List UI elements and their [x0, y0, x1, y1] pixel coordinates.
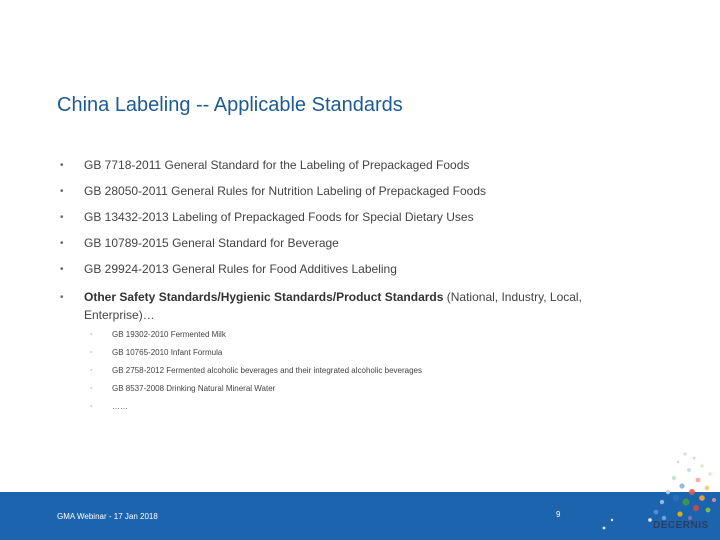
sub-bullet-marker: ◦: [90, 385, 93, 392]
sub-bullet-text: ……: [112, 402, 128, 411]
bullet-item: [60, 262, 620, 288]
bullet-item: [60, 158, 620, 184]
sub-bullet-item: [86, 365, 422, 383]
bullet-marker: •: [60, 238, 64, 249]
sub-bullet-text: GB 10765-2010 Infant Formula: [112, 348, 223, 357]
sub-bullet-item: [86, 383, 422, 401]
bullet-text: GB 7718-2011 General Standard for the Labeling of Prepackaged Foods: [84, 158, 470, 172]
bullet-text: GB 28050-2011 General Rules for Nutrition Labeling of Prepackaged Foods: [84, 184, 487, 198]
sub-bullet-marker: ◦: [90, 331, 93, 338]
other-standards-bold: Other Safety Standards/Hygienic Standards/Product Standards: [84, 290, 444, 304]
sub-bullet-text: GB 19302-2010 Fermented Milk: [112, 330, 226, 339]
slide-title: China Labeling -- Applicable Standards: [57, 94, 403, 116]
sub-bullet-text: GB 8537-2008 Drinking Natural Mineral Water: [112, 384, 276, 393]
bullet-text: GB 10789-2015 General Standard for Beverage: [84, 236, 339, 250]
bullet-item-other-standards: [60, 288, 620, 324]
bullet-text: GB 29924-2013 General Rules for Food Additives Labeling: [84, 262, 397, 276]
bullet-text: GB 13432-2013 Labeling of Prepackaged Foods for Special Dietary Uses: [84, 210, 474, 224]
bullet-marker: •: [60, 264, 64, 275]
bullet-marker: •: [60, 292, 64, 303]
sub-bullet-item: [86, 401, 422, 419]
bullet-list: [60, 158, 620, 324]
page-number: 9: [556, 510, 561, 519]
bullet-marker: •: [60, 212, 64, 223]
sub-bullet-marker: ◦: [90, 349, 93, 356]
sub-bullet-marker: ◦: [90, 403, 93, 410]
bullet-item: [60, 236, 620, 262]
sub-bullet-list: [86, 329, 422, 419]
bullet-marker: •: [60, 160, 64, 171]
other-standards-scope: (National, Industry, Local, Enterprise)…: [84, 290, 582, 322]
logo-text: DECERNIS: [653, 520, 709, 531]
sub-bullet-text: GB 2758-2012 Fermented alcoholic beverages and their integrated alcoholic beverages: [112, 366, 422, 375]
bullet-item: [60, 184, 620, 210]
bullet-marker: •: [60, 186, 64, 197]
sub-bullet-item: [86, 347, 422, 365]
footer-text: GMA Webinar - 17 Jan 2018: [57, 512, 158, 521]
bullet-item: [60, 210, 620, 236]
sub-bullet-item: [86, 329, 422, 347]
sub-bullet-marker: ◦: [90, 367, 93, 374]
